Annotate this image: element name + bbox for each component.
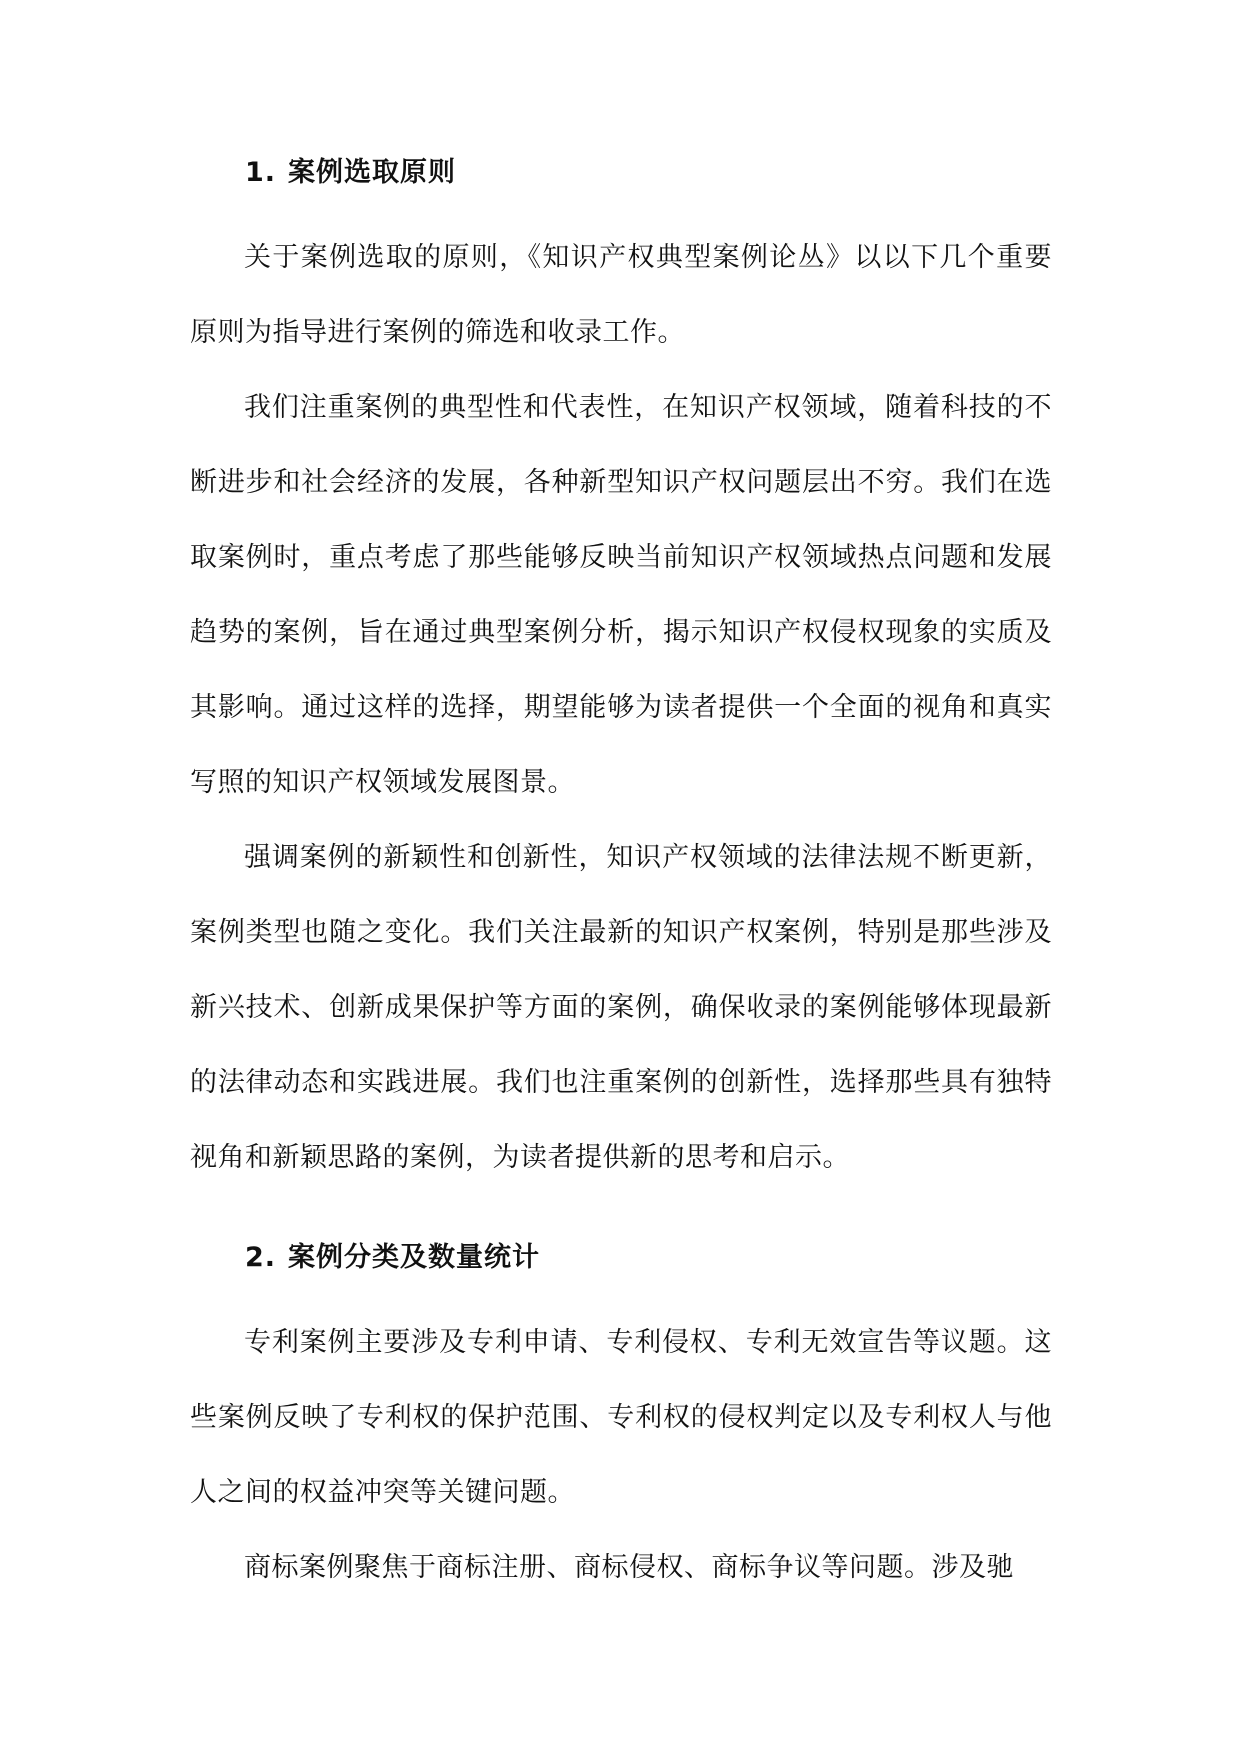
section-title: 案例选取原则 — [288, 157, 456, 188]
section-heading-2 — [190, 1233, 1052, 1283]
paragraph: 强调案例的新颖性和创新性，知识产权领域的法律法规不断更新，案例类型也随之变化。我们关注最新的知识产权案例，特别是那些涉及新兴技术、创新成果保护等方面的案例，确保收录的案例能够体现最新的法律动态和实践进展。我们也注重案例的创新性，选择那些具有独特视角和新颖思路的案例，为读者提供新的思考和启示。 — [190, 842, 1052, 1173]
paragraph: 我们注重案例的典型性和代表性，在知识产权领域，随着科技的不断进步和社会经济的发展，各种新型知识产权问题层出不穷。我们在选取案例时，重点考虑了那些能够反映当前知识产权领域热点问题和发展趋势的案例，旨在通过典型案例分析，揭示知识产权侵权现象的实质及其影响。通过这样的选择，期望能够为读者提供一个全面的视角和真实写照的知识产权领域发展图景。 — [190, 392, 1052, 798]
paragraph: 专利案例主要涉及专利申请、专利侵权、专利无效宣告等议题。这些案例反映了专利权的保护范围、专利权的侵权判定以及专利权人与他人之间的权益冲突等关键问题。 — [190, 1327, 1052, 1508]
paragraph: 商标案例聚焦于商标注册、商标侵权、商标争议等问题。涉及驰 — [244, 1552, 1014, 1583]
document-page — [190, 148, 1052, 1605]
section-title: 案例分类及数量统计 — [288, 1242, 540, 1273]
paragraph: 关于案例选取的原则，《知识产权典型案例论丛》以以下几个重要原则为指导进行案例的筛选和收录工作。 — [190, 242, 1052, 348]
section-heading-1 — [190, 148, 1052, 198]
section-number: 2. — [245, 1242, 277, 1273]
section-number: 1. — [245, 157, 277, 188]
